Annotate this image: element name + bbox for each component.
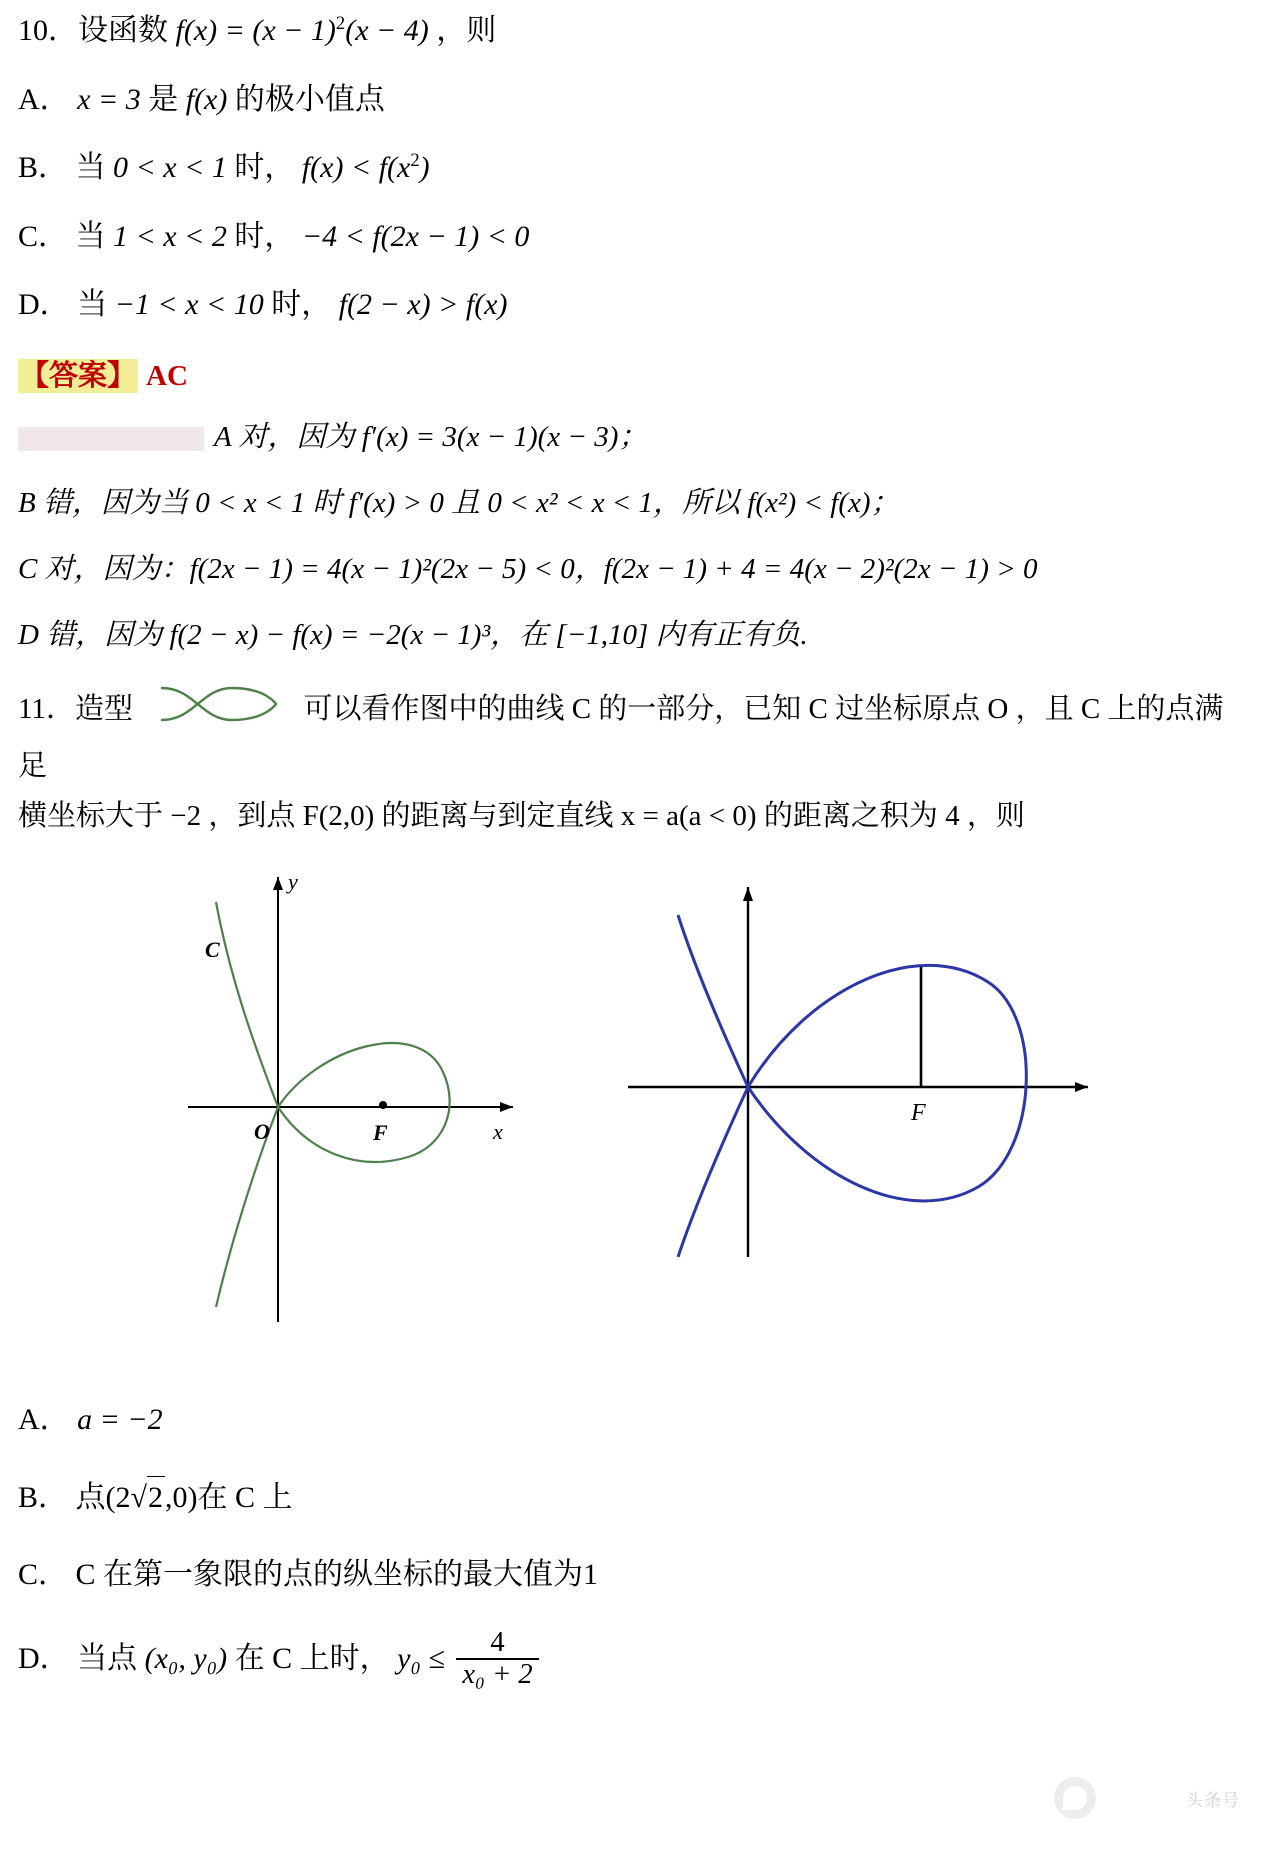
- q11-option-c-text: C 在第一象限的点的纵坐标的最大值为1: [75, 1557, 599, 1591]
- option-c-text-1: 当: [75, 219, 106, 253]
- option-c-math-1: 1 < x < 2: [113, 219, 227, 253]
- option-c-math-2: −4 < f(2x − 1) < 0: [301, 219, 530, 253]
- option-b-text-1: 当: [75, 151, 106, 185]
- option-d-math-1: −1 < x < 10: [114, 288, 264, 322]
- question-10-number: 10: [18, 14, 48, 47]
- toutiao-logo-icon: [1054, 1777, 1096, 1819]
- answer-tag: 【答案】: [20, 359, 137, 392]
- question-11-option-c: [18, 1554, 1252, 1597]
- explanation-a: [18, 416, 1252, 458]
- option-d-math-2: f(2 − x) > f(x): [338, 288, 508, 322]
- option-d-text-2: 时，: [271, 288, 332, 322]
- fraction-numerator: 4: [490, 1627, 505, 1659]
- question-11-stem-part2: 可以看作图中的曲线 C 的一部分，已知 C 过坐标原点 O ，且 C 上的点满足: [18, 693, 1224, 782]
- q11-option-b-sqrt-value: 2: [147, 1476, 165, 1520]
- option-b-math-2-body: f(x) < f(x: [301, 151, 411, 185]
- explanation-b-text: B 错，因为当 0 < x < 1 时 f′(x) > 0 且 0 < x² < x < 1，所以 f(x²) < f(x)；: [18, 487, 900, 520]
- option-b-text-2: 时，: [234, 151, 295, 185]
- question-10-tail: (x − 4): [345, 14, 429, 47]
- question-11-stem-line-1: [18, 680, 1252, 789]
- svg-text:C: C: [205, 937, 220, 963]
- option-c-text-2: 时，: [234, 219, 295, 253]
- question-11-option-d: [18, 1627, 1252, 1692]
- option-a-text-1: 是: [148, 82, 179, 116]
- figures-container: [18, 857, 1252, 1377]
- q11-option-b-label: B．: [18, 1480, 69, 1514]
- q11-option-d-fraction: [456, 1628, 538, 1690]
- option-b-math-2: [302, 151, 430, 184]
- question-10-expression: [176, 14, 437, 47]
- question-11-stem-part3: 横坐标大于 −2 ，到点 F(2,0) 的距离与到定直线 x = a(a < 0) 的距离之积为 4 ，则: [18, 799, 1025, 832]
- q11-option-d-label: D．: [18, 1641, 70, 1675]
- svg-text:x: x: [493, 1119, 503, 1145]
- lemniscate-figure-green: [168, 857, 548, 1362]
- explanation-b: [18, 482, 1252, 524]
- option-a-math-2: f(x): [185, 82, 228, 116]
- option-b-label: B．: [18, 151, 69, 185]
- question-10-option-c: [18, 216, 1252, 259]
- svg-text:y: y: [288, 869, 298, 895]
- watermark-text: 头条号: [1186, 1790, 1240, 1810]
- q11-option-b-text-1: 点(2: [75, 1480, 131, 1514]
- question-10-stem: [18, 10, 1252, 53]
- question-11-option-b: [18, 1476, 1252, 1520]
- sqrt-icon: √2: [131, 1476, 165, 1520]
- q11-option-d-text-2: 在 C 上时，: [234, 1641, 390, 1675]
- option-b-math-1: 0 < x < 1: [113, 151, 227, 185]
- question-10-exponent: 2: [335, 13, 346, 34]
- q11-option-a-text: a = −2: [77, 1403, 163, 1437]
- svg-text:F: F: [911, 1100, 926, 1127]
- question-11-stem-line-2: [18, 793, 1252, 839]
- option-d-label: D．: [18, 288, 70, 322]
- explanation-d-text: D 错，因为 f(2 − x) − f(x) = −2(x − 1)³，在 [−1,10] 内有正有负.: [18, 619, 808, 652]
- answer-value: AC: [146, 359, 188, 392]
- q11-option-d-text-1: 当点: [77, 1641, 138, 1675]
- explanation-a-text: A 对，因为 f′(x) = 3(x − 1)(x − 3)；: [214, 420, 648, 453]
- watermark: [1054, 1777, 1240, 1819]
- fraction-denominator: x₀ + 2: [456, 1658, 538, 1690]
- question-10-stem-prefix: ．设函数: [48, 14, 168, 47]
- question-10-option-d: [18, 284, 1252, 327]
- question-10-fx: f(x) = (x − 1): [175, 14, 336, 47]
- q11-option-c-label: C．: [18, 1557, 69, 1591]
- question-10-stem-suffix: ，则: [436, 14, 497, 47]
- question-11-stem-part1: ．造型: [45, 693, 133, 726]
- answer-row: [18, 353, 1252, 394]
- q11-option-d-ineq: y₀ ≤: [397, 1641, 445, 1675]
- q11-option-a-label: A．: [18, 1403, 70, 1437]
- svg-text:F: F: [373, 1120, 388, 1146]
- question-10-option-a: [18, 79, 1252, 122]
- question-11-number: 11: [18, 693, 46, 726]
- option-b-math-2-close: ): [419, 151, 430, 185]
- option-a-math-1: x = 3: [77, 82, 141, 116]
- infinity-curve-icon: [154, 680, 282, 742]
- option-b-exponent: 2: [410, 150, 420, 172]
- explanation-c: [18, 548, 1252, 590]
- svg-text:O: O: [254, 1119, 270, 1145]
- explanation-c-text: C 对，因为：f(2x − 1) = 4(x − 1)²(2x − 5) < 0，f(2x − 1) + 4 = 4(x − 2)²(2x − 1) > 0: [18, 553, 1038, 586]
- question-11-option-a: [18, 1399, 1252, 1442]
- explanation-d: [18, 614, 1252, 656]
- option-d-text-1: 当: [77, 288, 108, 322]
- lemniscate-figure-blue: [618, 877, 1098, 1282]
- option-a-label: A．: [18, 82, 70, 116]
- redacted-block: [18, 427, 204, 451]
- option-c-label: C．: [18, 219, 69, 253]
- option-a-text-2: 的极小值点: [234, 82, 385, 116]
- q11-option-d-point: (x₀, y₀): [144, 1641, 228, 1675]
- q11-option-b-text-2: ,0)在 C 上: [164, 1480, 293, 1514]
- question-10-option-b: [18, 147, 1252, 190]
